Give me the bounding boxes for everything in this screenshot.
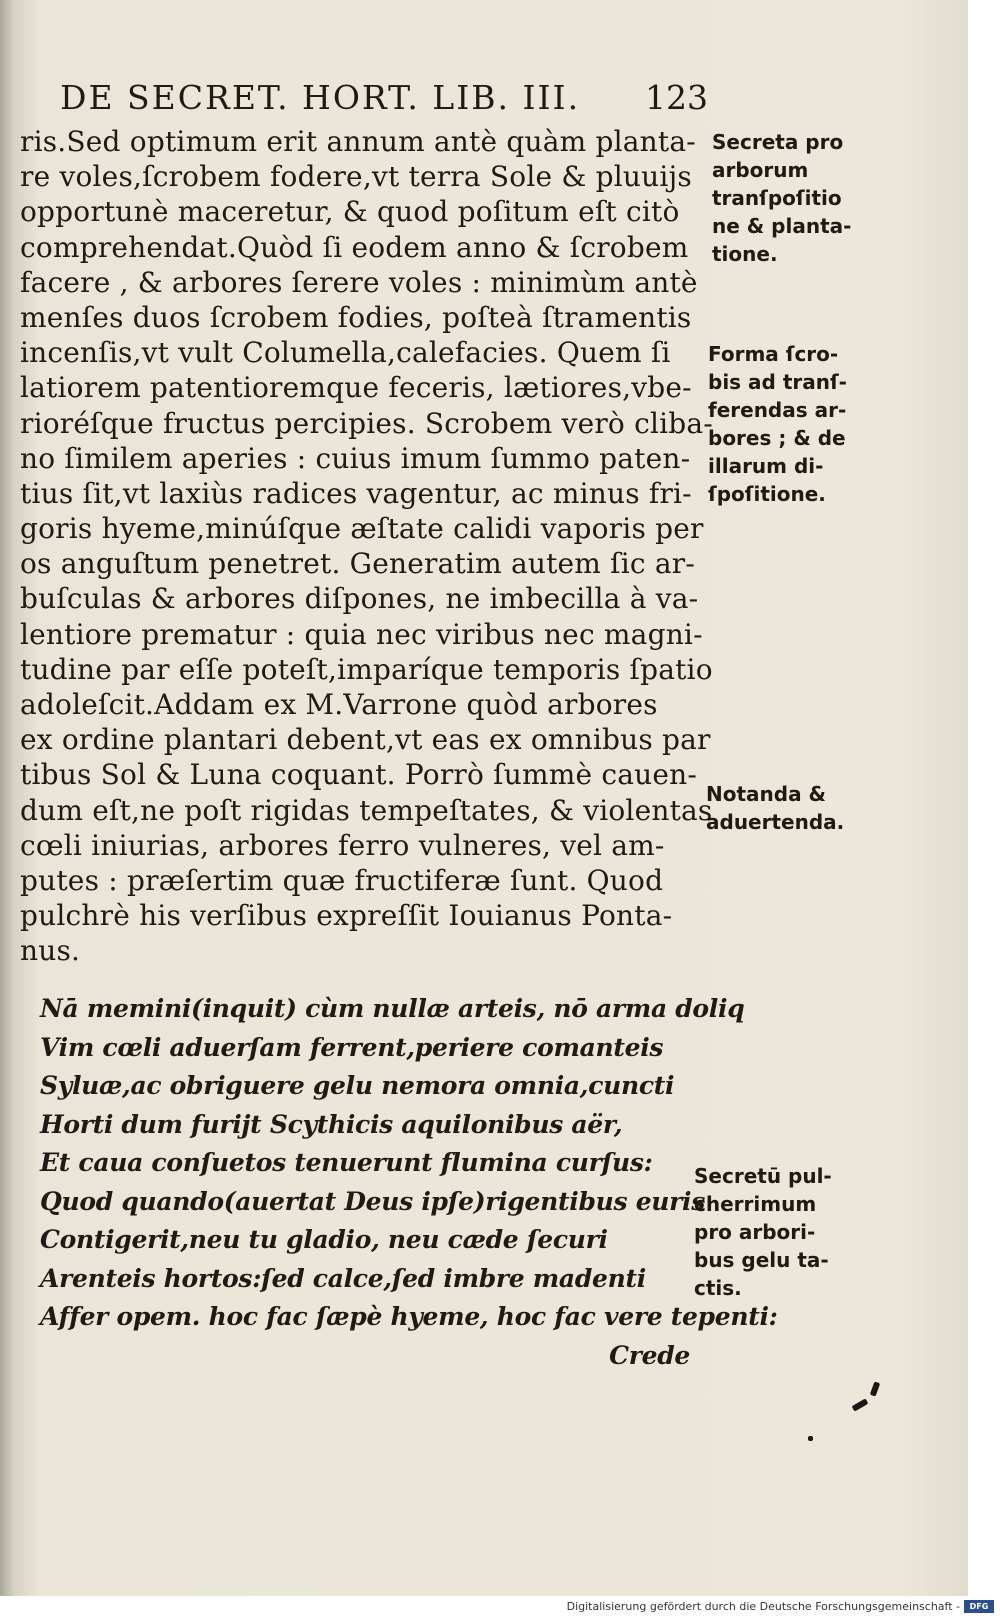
margin-note-line: ne & planta-: [712, 214, 852, 238]
verse-line: Nā memini(inquit) cùm nullæ arteis, nō arma doliq: [40, 994, 745, 1023]
body-line: incenſis,vt vult Columella,calefacies. Quem ſi: [20, 336, 671, 370]
body-line: menſes duos ſcrobem fodies, poſteà ſtramentis: [20, 300, 692, 334]
margin-note-line: arborum: [712, 158, 809, 182]
margin-note-line: illarum di-: [708, 454, 824, 478]
dfg-logo: DFG: [964, 1600, 994, 1613]
body-line: cœli iniurias, arbores ferro vulneres, vel am-: [20, 828, 665, 862]
margin-note-line: ſpoſitione.: [708, 482, 826, 506]
body-line: os anguſtum penetret. Generatim autem ſic ar-: [20, 547, 695, 581]
verse-line: Et caua conſuetos tenuerunt flumina curſus:: [40, 1148, 653, 1177]
digitization-credit: Digitalisierung gefördert durch die Deutsche Forschungsgemeinschaft -: [566, 1600, 960, 1613]
body-line: rioréſque fructus percipies. Scrobem verò cliba-: [20, 406, 713, 440]
margin-note-notanda: [706, 780, 844, 836]
verse-line: Syluæ,ac obriguere gelu nemora omnia,cuncti: [40, 1071, 675, 1100]
margin-note-line: Secreta pro: [712, 130, 844, 154]
verse-line: Contigerit,neu tu gladio, neu cæde ſecuri: [40, 1225, 608, 1254]
margin-note-line: tione.: [712, 242, 778, 266]
body-line: buſculas & arbores diſpones, ne imbecilla à va-: [20, 582, 699, 616]
page-margin-edge: [968, 0, 1000, 1596]
body-line: pulchrè his verſibus expreſſit Iouianus Ponta-: [20, 899, 673, 933]
margin-note-frost-secret: [694, 1162, 832, 1302]
margin-note-line: cherrimum: [694, 1192, 817, 1216]
margin-note-trench-form: [708, 340, 847, 508]
body-line: tibus Sol & Luna coquant. Porrò ſummè cauen-: [20, 758, 698, 792]
running-header: [60, 78, 708, 117]
margin-note-line: pro arbori-: [694, 1220, 816, 1244]
margin-note-line: Secretū pul-: [694, 1164, 832, 1188]
digitization-footer: [0, 1596, 1000, 1618]
margin-note-line: aduertenda.: [706, 810, 845, 834]
body-line: putes : præſertim quæ fructiferæ ſunt. Quod: [20, 863, 664, 897]
body-line: adoleſcit.Addam ex M.Varrone quòd arbores: [20, 688, 658, 721]
page-number: 123: [645, 78, 708, 117]
body-line: dum eſt,ne poſt rigidas tempeſtates, & violentas: [20, 793, 713, 827]
margin-note-line: ctis.: [694, 1276, 742, 1300]
margin-note-line: tranſpoſitio: [712, 186, 842, 210]
body-line: lentiore prematur : quia nec viribus nec magni-: [20, 617, 703, 651]
margin-note-line: Forma ſcro-: [708, 342, 839, 366]
body-line: re voles,ſcrobem fodere,vt terra Sole & pluuijs: [20, 160, 692, 194]
body-line: no ſimilem aperies : cuius imum ſummo paten-: [20, 441, 691, 475]
body-line: goris hyeme,minúſque æſtate calidi vaporis per: [20, 512, 704, 546]
verse-line: Quod quando(auertat Deus ipſe)rigentibus euris: [40, 1186, 706, 1216]
body-line: latiorem patentioremque feceris, lætiores,vbe-: [20, 371, 692, 405]
body-line: comprehendat.Quòd ſi eodem anno & ſcrobem: [20, 230, 689, 264]
margin-note-line: bores ; & de: [708, 426, 846, 450]
verse-line: Horti dum furijt Scythicis aquilonibus aër,: [40, 1109, 623, 1139]
margin-note-line: ferendas ar-: [708, 398, 847, 422]
margin-note-line: Notanda &: [706, 782, 826, 806]
body-line: tudine par eſſe poteſt,imparíque temporis ſpatio: [20, 652, 713, 686]
body-text: [20, 124, 713, 969]
verse-line: Vim cœli aduerſam ferrent,periere comanteis: [40, 1032, 664, 1062]
catchword: Crede: [609, 1340, 690, 1370]
verse-line: Arenteis hortos:ſed calce,ſed imbre madenti: [40, 1263, 646, 1293]
body-line: nus.: [20, 934, 81, 968]
body-line: ris.Sed optimum erit annum antè quàm planta-: [20, 125, 696, 158]
margin-note-transposition: [712, 128, 851, 268]
body-line: ex ordine plantari debent,vt eas ex omnibus par: [20, 723, 711, 757]
body-line: tius ſit,vt laxiùs radices vagentur, ac minus fri-: [20, 476, 692, 510]
verse-line: Affer opem. hoc fac ſæpè hyeme, hoc fac vere tepenti:: [40, 1302, 778, 1331]
margin-note-line: bus gelu ta-: [694, 1248, 829, 1272]
ink-speck: [808, 1436, 813, 1441]
body-line: opportunè maceretur, & quod poſitum eſt citò: [20, 195, 680, 229]
margin-note-line: bis ad tranſ-: [708, 370, 847, 394]
body-line: facere , & arbores ſerere voles : minimùm antè: [20, 265, 698, 299]
running-title: DE SECRET. HORT. LIB. III.: [60, 78, 581, 117]
